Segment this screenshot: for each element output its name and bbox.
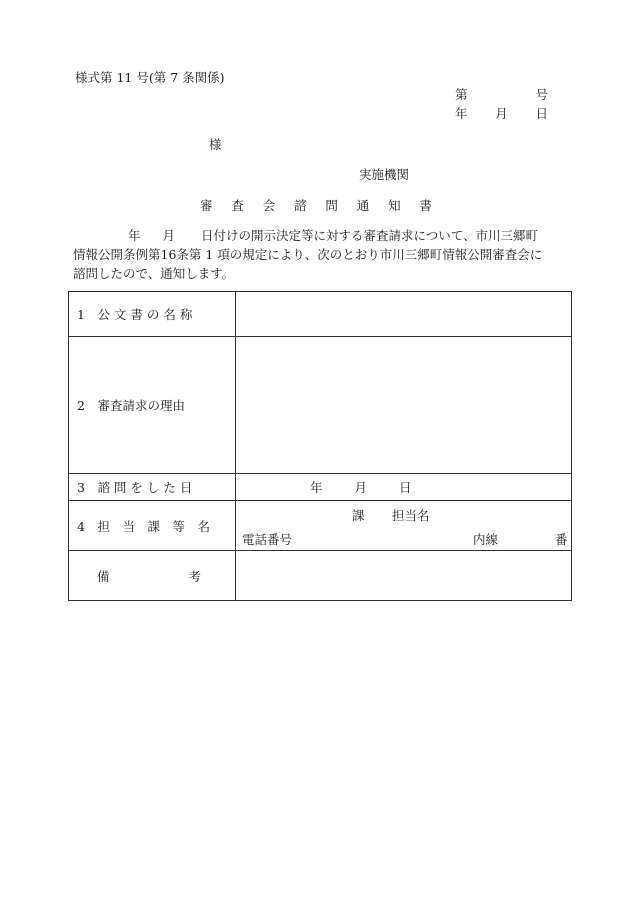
person-in-charge-label: 担当名 xyxy=(392,508,430,523)
consultation-date-label: 3 諮 問 を し た 日 xyxy=(69,474,236,501)
doc-no-prefix: 第 xyxy=(455,87,468,102)
doc-no-suffix: 号 xyxy=(535,87,548,102)
remarks-label xyxy=(69,551,236,601)
body-month: 月 xyxy=(162,228,176,243)
title-char: 書 xyxy=(419,198,432,213)
remarks-label-right: 考 xyxy=(188,568,201,584)
table-row xyxy=(69,474,572,501)
document-number xyxy=(455,85,548,103)
title-char: 査 xyxy=(231,198,244,213)
body-year: 年 xyxy=(128,228,141,243)
table-row xyxy=(69,292,572,337)
consult-year: 年 xyxy=(310,480,323,495)
request-reason-field[interactable] xyxy=(236,337,572,474)
department-label: 4 担 当 課 等 名 xyxy=(69,501,236,551)
consult-day: 日 xyxy=(399,480,412,495)
extension-label: 内線 xyxy=(473,532,499,547)
department-field[interactable] xyxy=(236,501,572,551)
table-row xyxy=(69,337,572,474)
addressee: 様 xyxy=(209,137,222,152)
document-name-label: 1 公 文 書 の 名 称 xyxy=(69,292,236,337)
form-number: 様式第 11 号(第 7 条関係) xyxy=(75,70,225,85)
table-row xyxy=(69,501,572,551)
title-char: 審 xyxy=(200,198,213,213)
title-char: 知 xyxy=(388,198,401,213)
table-row xyxy=(69,551,572,601)
date-year: 年 xyxy=(455,106,468,121)
consultation-table xyxy=(68,291,572,601)
document-name-field[interactable] xyxy=(236,292,572,337)
title-char: 通 xyxy=(356,198,370,213)
issue-date xyxy=(455,104,548,122)
body-paragraph xyxy=(73,226,573,283)
extension-suffix: 番 xyxy=(555,532,568,547)
section-label: 課 xyxy=(352,508,365,523)
remarks-label-left: 備 xyxy=(97,568,110,584)
body-line-2: 情報公開条例第16条第 1 項の規定により、次のとおり市川三郷町情報公開審査会に xyxy=(73,247,543,262)
consult-month: 月 xyxy=(354,480,368,495)
date-day: 日 xyxy=(535,106,548,121)
issuer: 実施機関 xyxy=(359,167,410,182)
phone-label: 電話番号 xyxy=(242,532,293,547)
body-line-3: 諮問したので、通知します。 xyxy=(73,266,235,281)
remarks-field[interactable] xyxy=(236,551,572,601)
request-reason-label: 2 審査請求の理由 xyxy=(69,337,236,474)
date-month: 月 xyxy=(495,106,508,121)
title-char: 問 xyxy=(325,198,338,213)
body-line-1 xyxy=(73,226,573,245)
document-title xyxy=(200,196,432,214)
body-line-1-rest: 日付けの開示決定等に対する審査請求について、市川三郷町 xyxy=(201,228,539,243)
title-char: 会 xyxy=(262,198,276,213)
consultation-date-field[interactable] xyxy=(236,474,572,501)
title-char: 諮 xyxy=(294,198,307,213)
